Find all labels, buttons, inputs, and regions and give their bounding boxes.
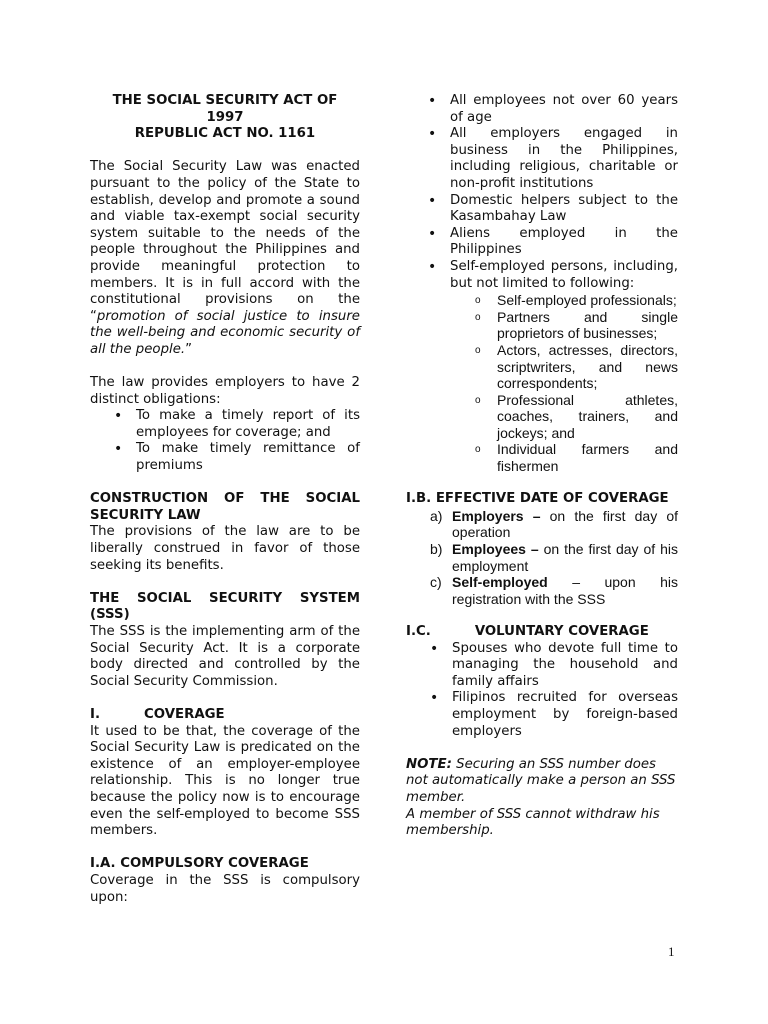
coverage-paragraph: It used to be that, the coverage of the Social Security Law is predicated on the existence of an employer-employee relationship. This is no longer true because the policy now is to encourage even the self-employed to become SSS members. <box>90 723 360 839</box>
note-paragraph-2: A member of SSS cannot withdraw his membership. <box>406 806 660 839</box>
list-item: • All employees not over 60 years of age <box>450 93 678 126</box>
right-column <box>406 93 678 840</box>
self-employed-sublist <box>406 292 678 475</box>
voluntary-heading: I.C. VOLUNTARY COVERAGE <box>406 624 649 639</box>
left-column <box>90 93 360 906</box>
list-item: o Professional athletes, coaches, trainers, and jockeys; and <box>497 392 678 442</box>
doc-title-line1: THE SOCIAL SECURITY ACT OF <box>112 93 338 108</box>
list-item: o Self-employed professionals; <box>497 292 678 309</box>
list-item: • Domestic helpers subject to the Kasambahay Law <box>450 193 678 226</box>
list-item: c) Self-employed – upon his registration with the SSS <box>430 574 678 607</box>
intro-quote: promotion of social justice to insure the well-being and economic security of all the people. <box>90 308 360 357</box>
list-item: • Spouses who devote full time to managing the household and family affairs <box>452 641 678 691</box>
intro-paragraph: The Social Security Law was enacted pursuant to the policy of the State to establish, develop and promote a sound and viable tax-exempt social security system suitable to the needs of the people throughout the Philippines and provide meaningful protection to members. It is in full accord with the constitutional provisions on the “promotion of social justice to insure the well-being and economic security of all the people.” <box>90 159 360 357</box>
note-label: NOTE: <box>406 756 452 772</box>
note-paragraph: NOTE: Securing an SSS number does not automatically make a person an SSS member. <box>406 756 676 805</box>
list-item: • Self-employed persons, including, but not limited to following: <box>450 259 678 292</box>
sss-heading: THE SOCIAL SECURITY SYSTEM (SSS) <box>90 590 360 623</box>
doc-title-line2: 1997 <box>206 109 244 125</box>
list-item: o Partners and single proprietors of businesses; <box>497 309 678 342</box>
list-item: b) Employees – on the first day of his employment <box>430 541 678 574</box>
voluntary-list <box>406 641 678 741</box>
list-item: • To make timely remittance of premiums <box>136 441 360 474</box>
effective-list <box>406 508 678 608</box>
doc-title-line3: REPUBLIC ACT NO. 1161 <box>134 126 316 142</box>
list-item: • All employers engaged in business in the Philippines, including religious, charitable or non-profit institutions <box>450 126 678 192</box>
compulsory-paragraph: Coverage in the SSS is compulsory upon: <box>90 872 360 905</box>
list-item: o Actors, actresses, directors, scriptwriters, and news correspondents; <box>497 342 678 392</box>
compulsory-heading: I.A. COMPULSORY COVERAGE <box>90 856 309 872</box>
construction-heading: CONSTRUCTION OF THE SOCIAL SECURITY LAW <box>90 491 360 523</box>
list-item: • Filipinos recruited for overseas employment by foreign-based employers <box>452 690 678 740</box>
page-number: 1 <box>668 944 675 959</box>
list-item: a) Employers – on the first day of operation <box>430 507 678 541</box>
list-item: o Individual farmers and fishermen <box>497 441 678 474</box>
sss-paragraph: The SSS is the implementing arm of the Social Security Act. It is a corporate body directed and controlled by the Social Security Commission. <box>90 624 360 689</box>
construction-paragraph: The provisions of the law are to be liberally construed in favor of those seeking its benefits. <box>90 524 360 573</box>
effective-heading: I.B. EFFECTIVE DATE OF COVERAGE <box>406 491 669 507</box>
compulsory-list <box>404 93 678 292</box>
list-item: • To make a timely report of its employees for coverage; and <box>136 408 360 441</box>
obligations-list <box>90 408 360 474</box>
coverage-heading: I. COVERAGE <box>90 706 225 722</box>
list-item: • Aliens employed in the Philippines <box>450 226 678 259</box>
obligations-intro: The law provides employers to have 2 distinct obligations: <box>90 375 360 407</box>
